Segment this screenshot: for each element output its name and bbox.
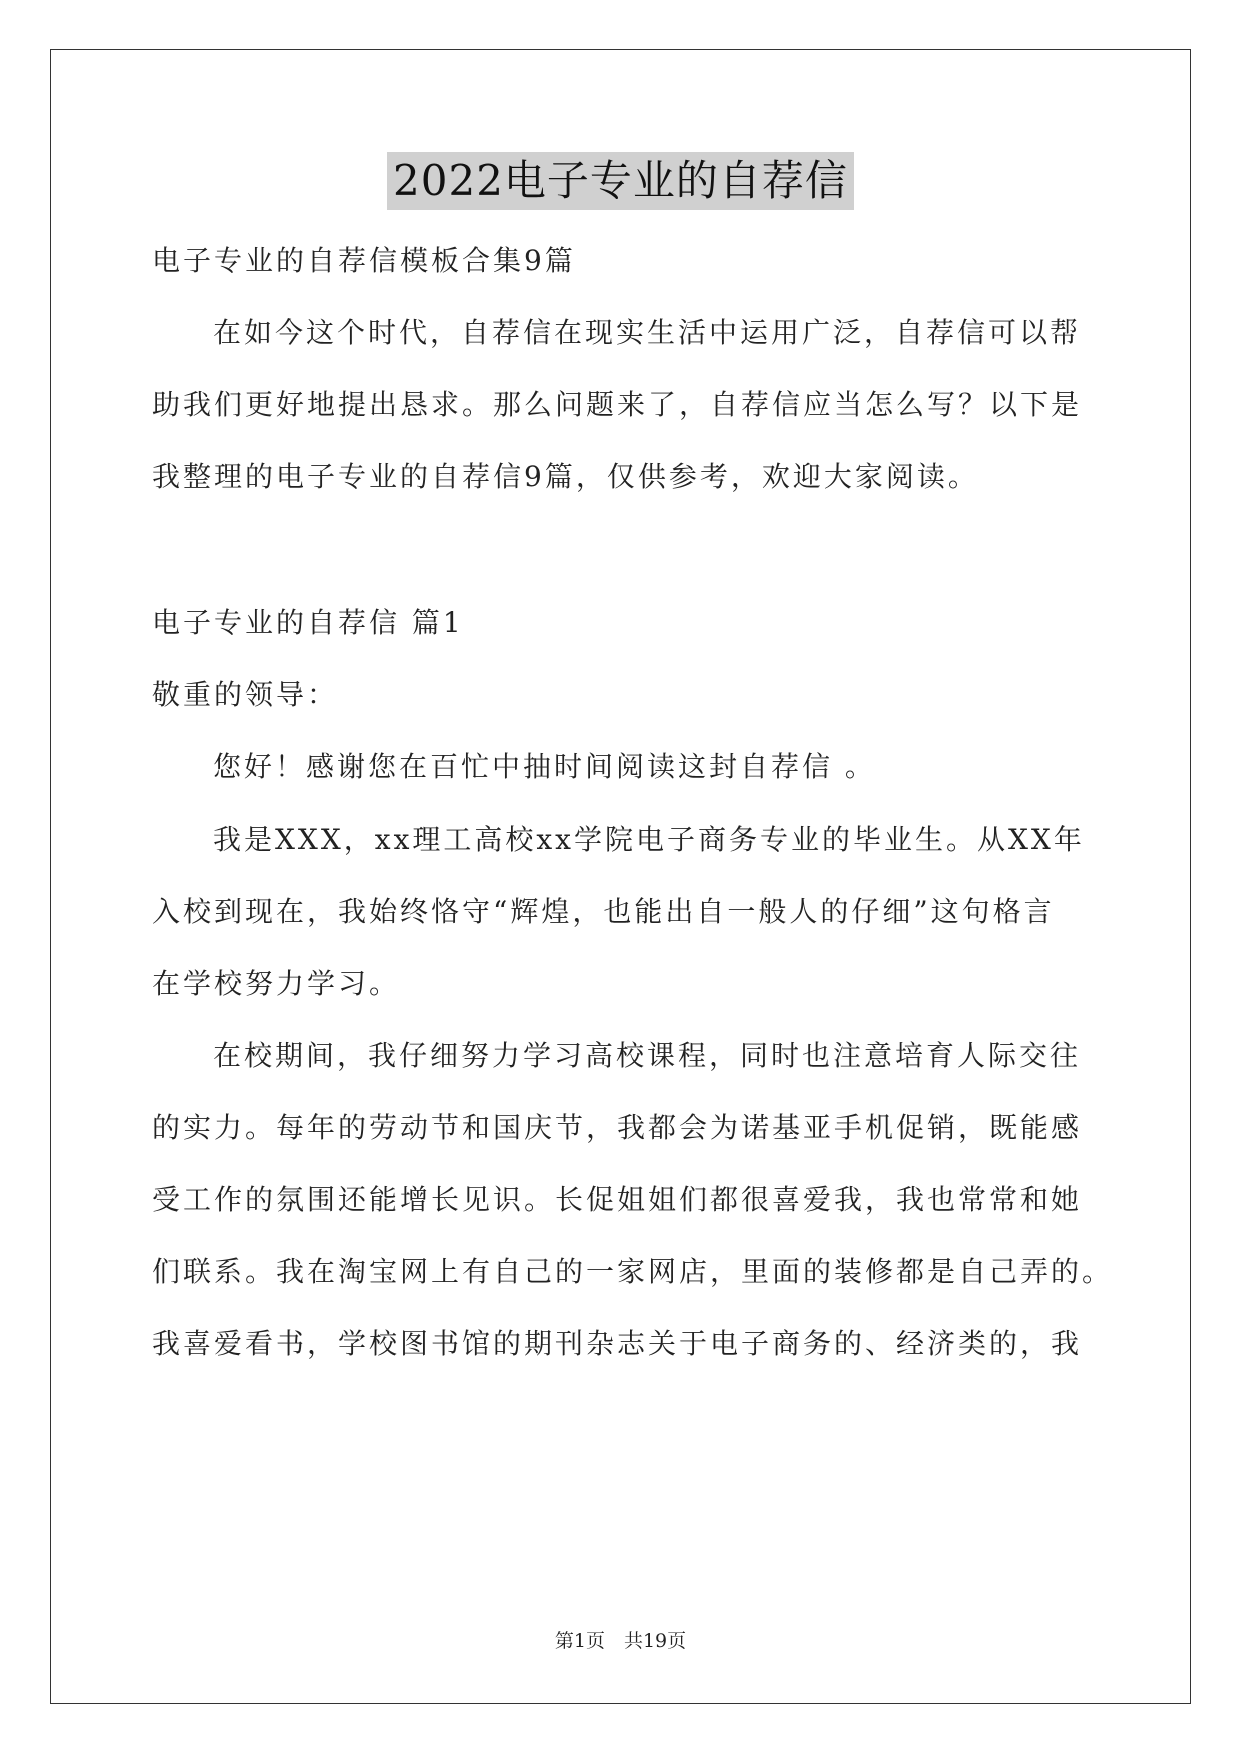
- section-heading: 电子专业的自荐信 篇1: [152, 606, 464, 639]
- intro-line-1: 在如今这个时代，自荐信在现实生活中运用广泛，自荐信可以帮: [213, 316, 1082, 349]
- page-number: 第1页 共19页: [554, 1630, 687, 1652]
- body-line: 我喜爱看书，学校图书馆的期刊杂志关于电子商务的、经济类的，我: [152, 1327, 1083, 1360]
- intro-line-2: 助我们更好地提出恳求。那么问题来了，自荐信应当怎么写？以下是: [152, 388, 1083, 421]
- body-line: 我是XXX，xx理工高校xx学院电子商务专业的毕业生。从XX年: [213, 823, 1085, 856]
- collection-heading: 电子专业的自荐信模板合集9篇: [152, 244, 576, 277]
- body-line: 的实力。每年的劳动节和国庆节，我都会为诺基亚手机促销，既能感: [152, 1111, 1083, 1144]
- document-title: 2022电子专业的自荐信: [387, 152, 854, 210]
- body-line: 您好！感谢您在百忙中抽时间阅读这封自荐信 。: [213, 750, 876, 783]
- body-line: 在校期间，我仔细努力学习高校课程，同时也注意培育人际交往: [213, 1039, 1082, 1072]
- body-line: 在学校努力学习。: [152, 967, 401, 1000]
- body-line: 们联系。我在淘宝网上有自己的一家网店，里面的装修都是自己弄的。: [152, 1255, 1114, 1288]
- body-line: 入校到现在，我始终恪守“辉煌，也能出自一般人的仔细”这句格言: [152, 895, 1055, 928]
- page-border: [50, 49, 1191, 1704]
- salutation: 敬重的领导：: [152, 678, 339, 711]
- intro-line-3: 我整理的电子专业的自荐信9篇，仅供参考，欢迎大家阅读。: [152, 460, 979, 493]
- body-line: 受工作的氛围还能增长见识。长促姐姐们都很喜爱我，我也常常和她: [152, 1183, 1083, 1216]
